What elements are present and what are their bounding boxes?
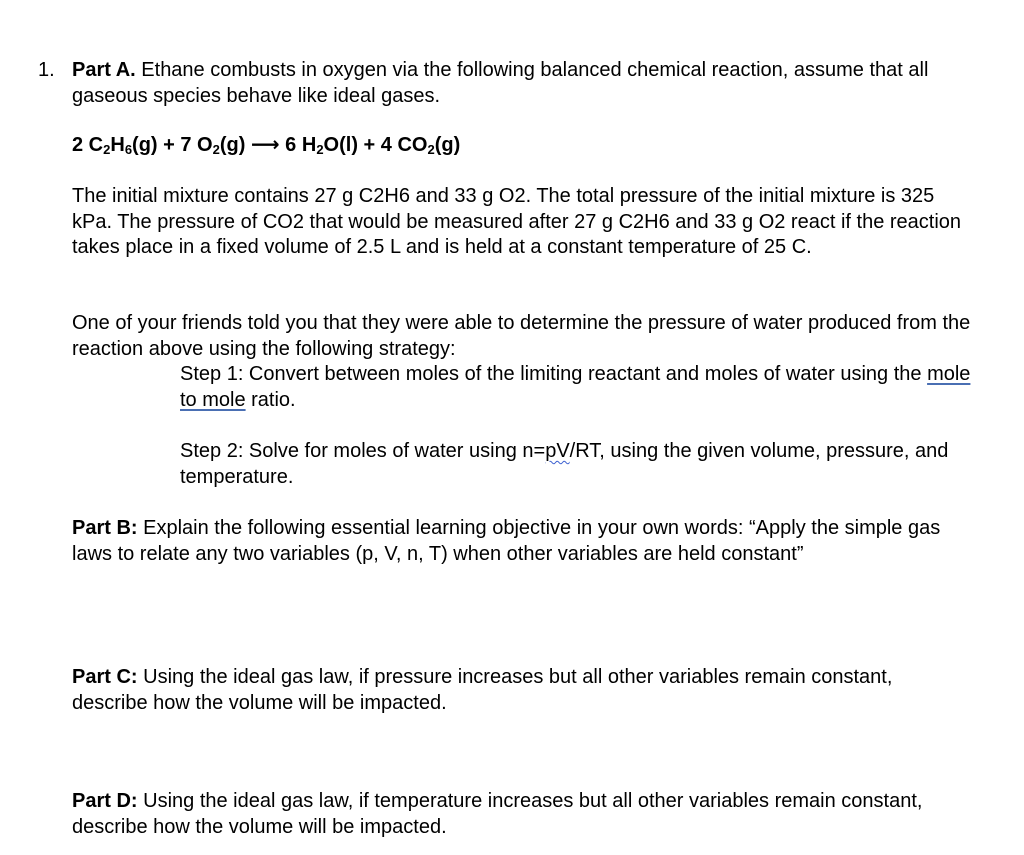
friend-strategy-paragraph: One of your friends told you that they were able to determine the pressure of water produced from the reaction above using the following strategy:	[72, 312, 971, 360]
question-number: 1.	[38, 59, 55, 81]
eq-subscript: 2	[427, 142, 435, 157]
mole-to-mole-link[interactable]: mole to mole	[180, 363, 971, 411]
eq-subscript: 2	[316, 142, 324, 157]
part-a-intro-text: Ethane combusts in oxygen via the following balanced chemical reaction, assume that all gaseous species behave like ideal gases.	[72, 59, 929, 107]
eq-part: O(l) + 4 CO	[323, 134, 428, 156]
eq-subscript: 6	[124, 142, 133, 157]
part-b	[72, 516, 972, 567]
spellcheck-flag: pV	[545, 440, 570, 462]
part-b-label: Part B:	[72, 517, 138, 539]
eq-part: H	[110, 134, 125, 156]
eq-part: (g) ⟶ 6 H	[219, 134, 317, 156]
step1-text: Step 1: Convert between moles of the limiting reactant and moles of water using the	[180, 363, 928, 385]
eq-subscript: 2	[103, 142, 111, 157]
chemical-equation	[72, 133, 972, 159]
strategy-step-2	[180, 439, 980, 490]
eq-part: 2 C	[72, 134, 104, 156]
part-b-text: Explain the following essential learning objective in your own words: “Apply the simple gas laws to relate any two variables (p, V, n, T) when other variables are held constant”	[72, 517, 941, 565]
initial-mixture-paragraph: The initial mixture contains 27 g C2H6 and 33 g O2. The total pressure of the initial mixture is 325 kPa. The pressure of CO2 that would be measured after 27 g C2H6 and 33 g O2 react if the reaction takes place in a fixed volume of 2.5 L and is held at a constant temperature of 25 C.	[72, 185, 962, 258]
part-d	[72, 789, 972, 840]
step1-text-end: ratio.	[245, 388, 296, 411]
eq-subscript: 2	[212, 142, 220, 157]
part-c-label: Part C:	[72, 666, 138, 688]
part-c-text: Using the ideal gas law, if pressure increases but all other variables remain constant, describe how the volume will be impacted.	[72, 666, 893, 714]
eq-part: (g)	[434, 134, 461, 156]
step2-text: Step 2: Solve for moles of water using n=	[180, 440, 546, 462]
part-a-label: Part A.	[72, 59, 136, 81]
step2-text-end: /RT, using the given volume, pressure, and temperature.	[180, 440, 949, 488]
part-c	[72, 665, 972, 716]
part-d-text: Using the ideal gas law, if temperature increases but all other variables remain constant, describe how the volume will be impacted.	[72, 790, 923, 838]
part-a-intro	[72, 58, 972, 109]
strategy-step-1	[180, 362, 980, 413]
eq-part: (g) + 7 O	[132, 134, 213, 156]
part-d-label: Part D:	[72, 790, 138, 812]
